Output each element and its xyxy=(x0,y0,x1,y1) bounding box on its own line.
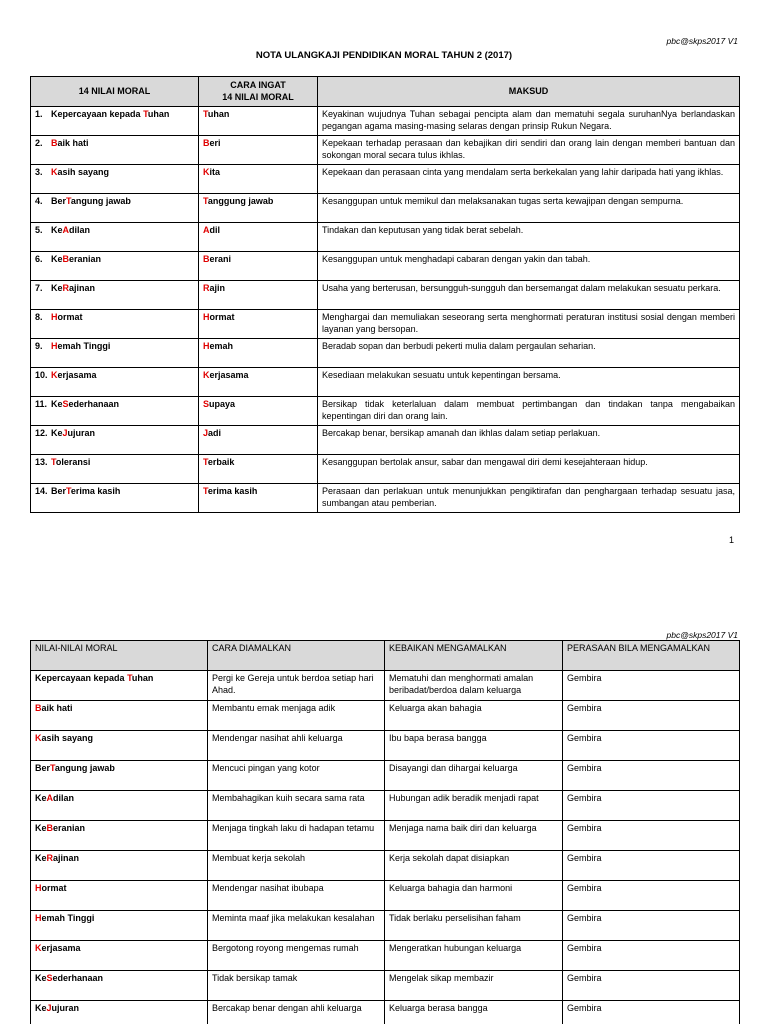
perasaan-cell: Gembira xyxy=(563,941,740,971)
cara-ingat-cell xyxy=(199,107,318,136)
header-perasaan: PERASAAN BILA MENGAMALKAN xyxy=(563,641,740,671)
cara-rest: dil xyxy=(209,225,220,235)
cara-diamalkan-cell: Membantu emak menjaga adik xyxy=(208,701,385,731)
page-title: NOTA ULANGKAJI PENDIDIKAN MORAL TAHUN 2 (2017) xyxy=(255,50,513,61)
nilai-prefix: Ber xyxy=(51,196,67,206)
nilai-suffix: erima kasih xyxy=(70,486,121,496)
nilai-cell xyxy=(31,731,208,761)
row-number: 6. xyxy=(35,254,43,264)
table-row xyxy=(31,136,740,165)
cara-ingat-cell xyxy=(199,455,318,484)
nilai-suffix: emah Tinggi xyxy=(57,341,111,351)
cara-diamalkan-cell: Meminta maaf jika melakukan kesalahan xyxy=(208,911,385,941)
nilai-highlight-letter: S xyxy=(46,973,53,983)
nilai-cell xyxy=(31,671,208,701)
table-row xyxy=(31,851,740,881)
row-number: 13. xyxy=(35,457,48,467)
nilai-highlight-letter: H xyxy=(51,341,58,351)
perasaan-cell: Gembira xyxy=(563,701,740,731)
kebaikan-cell: Mematuhi dan menghormati amalan beribadat/berdoa dalam keluarga xyxy=(385,671,563,701)
cara-rest: erani xyxy=(209,254,232,264)
cara-highlight-letter: B xyxy=(203,254,210,264)
row-number: 1. xyxy=(35,109,43,119)
row-number: 8. xyxy=(35,312,43,322)
nilai-suffix: eranian xyxy=(53,823,86,833)
table-row xyxy=(31,761,740,791)
cara-rest: ita xyxy=(209,167,221,177)
cara-rest: erbaik xyxy=(207,457,235,467)
nilai-highlight-letter: A xyxy=(46,793,54,803)
nilai-suffix: ormat xyxy=(57,312,83,322)
row-number: 7. xyxy=(35,283,43,293)
nilai-cell xyxy=(31,911,208,941)
nilai-cell xyxy=(31,252,199,281)
row-number: 10. xyxy=(35,370,48,380)
cara-ingat-cell xyxy=(199,339,318,368)
maksud-cell: Tindakan dan keputusan yang tidak berat sebelah. xyxy=(318,223,740,252)
nilai-cell xyxy=(31,223,199,252)
nilai-highlight-letter: K xyxy=(51,167,58,177)
table-row xyxy=(31,194,740,223)
nilai-highlight-letter: H xyxy=(51,312,58,322)
row-number: 5. xyxy=(35,225,43,235)
cara-ingat-cell xyxy=(199,223,318,252)
perasaan-cell: Gembira xyxy=(563,791,740,821)
nilai-suffix: dilan xyxy=(69,225,91,235)
nilai-highlight-letter: R xyxy=(62,283,70,293)
table-row xyxy=(31,941,740,971)
perasaan-cell: Gembira xyxy=(563,671,740,701)
kebaikan-cell: Menjaga nama baik diri dan keluarga xyxy=(385,821,563,851)
table-header-row xyxy=(31,641,740,671)
nilai-prefix: Ke xyxy=(35,793,47,803)
nilai-cell xyxy=(31,881,208,911)
nilai-highlight-letter: H xyxy=(35,883,42,893)
nilai-suffix: angung jawab xyxy=(54,763,115,773)
nilai-suffix: ormat xyxy=(41,883,67,893)
cara-rest: anggung jawab xyxy=(207,196,274,206)
perasaan-cell: Gembira xyxy=(563,1001,740,1024)
nilai-highlight-letter: T xyxy=(51,457,56,467)
maksud-cell: Bercakap benar, bersikap amanah dan ikhlas dalam setiap perlakuan. xyxy=(318,426,740,455)
maksud-cell: Kepekaan dan perasaan cinta yang mendalam serta berkekalan yang lahir daripada hati yang ikhlas. xyxy=(318,165,740,194)
row-number: 9. xyxy=(35,341,43,351)
cara-highlight-letter: A xyxy=(203,225,210,235)
nilai-prefix: Ke xyxy=(51,428,63,438)
nilai-cell xyxy=(31,971,208,1001)
cara-diamalkan-cell: Tidak bersikap tamak xyxy=(208,971,385,1001)
cara-highlight-letter: R xyxy=(203,283,210,293)
cara-diamalkan-cell: Pergi ke Gereja untuk berdoa setiap hari Ahad. xyxy=(208,671,385,701)
nilai-highlight-letter: T xyxy=(66,486,71,496)
nilai-cell xyxy=(31,941,208,971)
cara-ingat-cell xyxy=(199,165,318,194)
table-row xyxy=(31,165,740,194)
moral-values-table xyxy=(30,76,740,513)
nilai-prefix: Ke xyxy=(35,823,47,833)
kebaikan-cell: Keluarga bahagia dan harmoni xyxy=(385,881,563,911)
nilai-prefix: Ke xyxy=(51,254,63,264)
perasaan-cell: Gembira xyxy=(563,731,740,761)
kebaikan-cell: Keluarga berasa bangga xyxy=(385,1001,563,1024)
table-row xyxy=(31,455,740,484)
maksud-cell: Bersikap tidak keterlaluan dalam membuat pertimbangan dan tindakan tanpa mengabaikan kepentingan diri dan orang lain. xyxy=(318,397,740,426)
table-row xyxy=(31,821,740,851)
nilai-cell xyxy=(31,107,199,136)
cara-diamalkan-cell: Mencuci pingan yang kotor xyxy=(208,761,385,791)
maksud-cell: Perasaan dan perlakuan untuk menunjukkan pengiktirafan dan penghargaan terhadap sesuatu jasa, sumbangan atau pemberian. xyxy=(318,484,740,513)
cara-rest: uhan xyxy=(207,109,230,119)
row-number: 3. xyxy=(35,167,43,177)
nilai-highlight-letter: J xyxy=(62,428,68,438)
nilai-suffix: ujuran xyxy=(51,1003,80,1013)
nilai-prefix: Ke xyxy=(51,399,63,409)
table-row xyxy=(31,310,740,339)
nilai-highlight-letter: B xyxy=(51,138,58,148)
perasaan-cell: Gembira xyxy=(563,821,740,851)
table-row xyxy=(31,484,740,513)
nilai-prefix: Ber xyxy=(51,486,67,496)
header-cara-ingat-line1: CARA INGAT xyxy=(230,80,286,90)
kebaikan-cell: Disayangi dan dihargai keluarga xyxy=(385,761,563,791)
kebaikan-cell: Hubungan adik beradik menjadi rapat xyxy=(385,791,563,821)
cara-ingat-cell xyxy=(199,310,318,339)
kebaikan-cell: Tidak berlaku perselisihan faham xyxy=(385,911,563,941)
nilai-suffix: ajinan xyxy=(69,283,96,293)
nilai-highlight-letter: T xyxy=(127,673,132,683)
maksud-cell: Usaha yang berterusan, bersungguh-sungguh dan bersemangat dalam melakukan sesuatu perkara. xyxy=(318,281,740,310)
cara-highlight-letter: T xyxy=(203,109,208,119)
perasaan-cell: Gembira xyxy=(563,881,740,911)
page-tag: pbc@skps2017 V1 xyxy=(666,36,738,46)
nilai-suffix: ederhanaan xyxy=(52,973,104,983)
cara-rest: emah xyxy=(209,341,234,351)
cara-diamalkan-cell: Menjaga tingkah laku di hadapan tetamu xyxy=(208,821,385,851)
kebaikan-cell: Mengeratkan hubungan keluarga xyxy=(385,941,563,971)
nilai-suffix: angung jawab xyxy=(70,196,131,206)
nilai-suffix: aik hati xyxy=(57,138,89,148)
nilai-highlight-letter: B xyxy=(35,703,42,713)
nilai-cell xyxy=(31,701,208,731)
page-gap xyxy=(0,560,768,626)
cara-diamalkan-cell: Mendengar nasihat ibubapa xyxy=(208,881,385,911)
cara-ingat-cell xyxy=(199,368,318,397)
header-cara-diamalkan: CARA DIAMALKAN xyxy=(208,641,385,671)
table-row xyxy=(31,1001,740,1024)
table-row xyxy=(31,281,740,310)
cara-ingat-cell xyxy=(199,194,318,223)
cara-ingat-cell xyxy=(199,136,318,165)
cara-ingat-cell xyxy=(199,252,318,281)
cara-highlight-letter: B xyxy=(203,138,210,148)
header-cara-ingat-line2: 14 NILAI MORAL xyxy=(222,91,294,102)
cara-rest: adi xyxy=(208,428,222,438)
cara-ingat-cell xyxy=(199,281,318,310)
table-row xyxy=(31,971,740,1001)
cara-ingat-cell xyxy=(199,484,318,513)
perasaan-cell: Gembira xyxy=(563,911,740,941)
nilai-highlight-letter: J xyxy=(46,1003,52,1013)
nilai-suffix: uhan xyxy=(131,673,154,683)
nilai-suffix: erjasama xyxy=(57,370,97,380)
nilai-highlight-letter: B xyxy=(62,254,70,264)
nilai-prefix: Ke xyxy=(35,1003,47,1013)
nilai-highlight-letter: B xyxy=(46,823,54,833)
nilai-highlight-letter: K xyxy=(35,733,42,743)
table-row xyxy=(31,223,740,252)
nilai-suffix: oleransi xyxy=(55,457,91,467)
nilai-suffix: emah Tinggi xyxy=(41,913,95,923)
row-number: 4. xyxy=(35,196,43,206)
maksud-cell: Kepekaan terhadap perasaan dan kebajikan diri sendiri dan orang lain dengan memberi bantuan dan sokongan moral secara tulus ikhlas. xyxy=(318,136,740,165)
nilai-highlight-letter: K xyxy=(35,943,42,953)
nilai-suffix: asih sayang xyxy=(41,733,94,743)
nilai-cell xyxy=(31,165,199,194)
table-row xyxy=(31,731,740,761)
header-nilai-nilai-moral: NILAI-NILAI MORAL xyxy=(31,641,208,671)
table-row xyxy=(31,339,740,368)
maksud-cell: Kesediaan melakukan sesuatu untuk kepentingan bersama. xyxy=(318,368,740,397)
nilai-suffix: eranian xyxy=(69,254,102,264)
nilai-suffix: ajinan xyxy=(53,853,80,863)
nilai-suffix: aik hati xyxy=(41,703,73,713)
nilai-highlight-letter: K xyxy=(51,370,58,380)
nilai-cell xyxy=(31,484,199,513)
cara-ingat-cell xyxy=(199,397,318,426)
table-header-row xyxy=(31,77,740,107)
document-page-2 xyxy=(0,626,768,1024)
nilai-cell xyxy=(31,194,199,223)
nilai-highlight-letter: A xyxy=(62,225,70,235)
nilai-highlight-letter: T xyxy=(50,763,55,773)
nilai-cell xyxy=(31,368,199,397)
page-number: 1 xyxy=(728,535,734,545)
nilai-cell xyxy=(31,455,199,484)
nilai-highlight-letter: R xyxy=(46,853,54,863)
maksud-cell: Menghargai dan memuliakan seseorang serta menghormati peraturan institusi sosial dengan memberi layanan yang bersopan. xyxy=(318,310,740,339)
nilai-highlight-letter: T xyxy=(66,196,71,206)
nilai-cell xyxy=(31,791,208,821)
cara-rest: upaya xyxy=(209,399,236,409)
row-number: 12. xyxy=(35,428,48,438)
nilai-prefix: Ke xyxy=(35,853,47,863)
nilai-cell xyxy=(31,136,199,165)
nilai-suffix: ujuran xyxy=(67,428,96,438)
nilai-suffix: uhan xyxy=(147,109,170,119)
header-maksud: MAKSUD xyxy=(318,77,740,107)
cara-highlight-letter: K xyxy=(203,167,210,177)
maksud-cell: Kesanggupan untuk menghadapi cabaran dengan yakin dan tabah. xyxy=(318,252,740,281)
kebaikan-cell: Kerja sekolah dapat disiapkan xyxy=(385,851,563,881)
maksud-cell: Keyakinan wujudnya Tuhan sebagai pencipta alam dan mematuhi segala suruhanNya berlandaskan pegangan agama masing-masing selaras dengan prinsip Rukun Negara. xyxy=(318,107,740,136)
nilai-prefix: Kepercayaan kepada xyxy=(35,673,128,683)
nilai-cell xyxy=(31,426,199,455)
cara-highlight-letter: J xyxy=(203,428,209,438)
nilai-prefix: Ke xyxy=(51,283,63,293)
nilai-cell xyxy=(31,1001,208,1024)
nilai-cell xyxy=(31,397,199,426)
nilai-suffix: asih sayang xyxy=(57,167,110,177)
cara-ingat-cell xyxy=(199,426,318,455)
table-row xyxy=(31,701,740,731)
nilai-cell xyxy=(31,851,208,881)
table-row xyxy=(31,911,740,941)
cara-highlight-letter: H xyxy=(203,341,210,351)
cara-diamalkan-cell: Bercakap benar dengan ahli keluarga xyxy=(208,1001,385,1024)
cara-rest: ajin xyxy=(209,283,226,293)
nilai-highlight-letter: S xyxy=(62,399,69,409)
cara-diamalkan-cell: Membahagikan kuih secara sama rata xyxy=(208,791,385,821)
row-number: 2. xyxy=(35,138,43,148)
header-cara-ingat xyxy=(199,77,318,107)
cara-diamalkan-cell: Mendengar nasihat ahli keluarga xyxy=(208,731,385,761)
table-row xyxy=(31,107,740,136)
cara-highlight-letter: S xyxy=(203,399,210,409)
nilai-cell xyxy=(31,821,208,851)
cara-highlight-letter: T xyxy=(203,486,208,496)
cara-highlight-letter: K xyxy=(203,370,210,380)
cara-rest: ormat xyxy=(209,312,235,322)
header-nilai-moral: 14 NILAI MORAL xyxy=(31,77,199,107)
cara-rest: eri xyxy=(209,138,221,148)
cara-highlight-letter: T xyxy=(203,196,208,206)
kebaikan-cell: Mengelak sikap membazir xyxy=(385,971,563,1001)
cara-rest: erima kasih xyxy=(207,486,258,496)
table-row xyxy=(31,671,740,701)
cara-highlight-letter: T xyxy=(203,457,208,467)
table-row xyxy=(31,252,740,281)
nilai-suffix: ederhanaan xyxy=(68,399,120,409)
nilai-cell xyxy=(31,310,199,339)
perasaan-cell: Gembira xyxy=(563,971,740,1001)
maksud-cell: Kesanggupan untuk memikul dan melaksanakan tugas serta kewajipan dengan sempurna. xyxy=(318,194,740,223)
nilai-cell xyxy=(31,761,208,791)
table-row xyxy=(31,791,740,821)
row-number: 11. xyxy=(35,399,48,409)
nilai-prefix: Kepercayaan kepada xyxy=(51,109,144,119)
row-number: 14. xyxy=(35,486,48,496)
nilai-highlight-letter: H xyxy=(35,913,42,923)
cara-rest: erjasama xyxy=(209,370,249,380)
nilai-prefix: Ke xyxy=(35,973,47,983)
page-tag: pbc@skps2017 V1 xyxy=(666,630,738,640)
kebaikan-cell: Ibu bapa berasa bangga xyxy=(385,731,563,761)
nilai-suffix: erjasama xyxy=(41,943,81,953)
header-kebaikan-mengamalkan: KEBAIKAN MENGAMALKAN xyxy=(385,641,563,671)
cara-highlight-letter: H xyxy=(203,312,210,322)
table-row xyxy=(31,426,740,455)
perasaan-cell: Gembira xyxy=(563,761,740,791)
nilai-suffix: dilan xyxy=(53,793,75,803)
maksud-cell: Beradab sopan dan berbudi pekerti mulia dalam pergaulan seharian. xyxy=(318,339,740,368)
kebaikan-cell: Keluarga akan bahagia xyxy=(385,701,563,731)
table-row xyxy=(31,368,740,397)
table-row xyxy=(31,881,740,911)
nilai-highlight-letter: T xyxy=(143,109,148,119)
cara-diamalkan-cell: Membuat kerja sekolah xyxy=(208,851,385,881)
nilai-cell xyxy=(31,339,199,368)
nilai-prefix: Ber xyxy=(35,763,51,773)
perasaan-cell: Gembira xyxy=(563,851,740,881)
maksud-cell: Kesanggupan bertolak ansur, sabar dan mengawal diri demi kesejahteraan hidup. xyxy=(318,455,740,484)
cara-diamalkan-cell: Bergotong royong mengemas rumah xyxy=(208,941,385,971)
nilai-prefix: Ke xyxy=(51,225,63,235)
moral-practice-table xyxy=(30,640,740,1024)
table-row xyxy=(31,397,740,426)
nilai-cell xyxy=(31,281,199,310)
